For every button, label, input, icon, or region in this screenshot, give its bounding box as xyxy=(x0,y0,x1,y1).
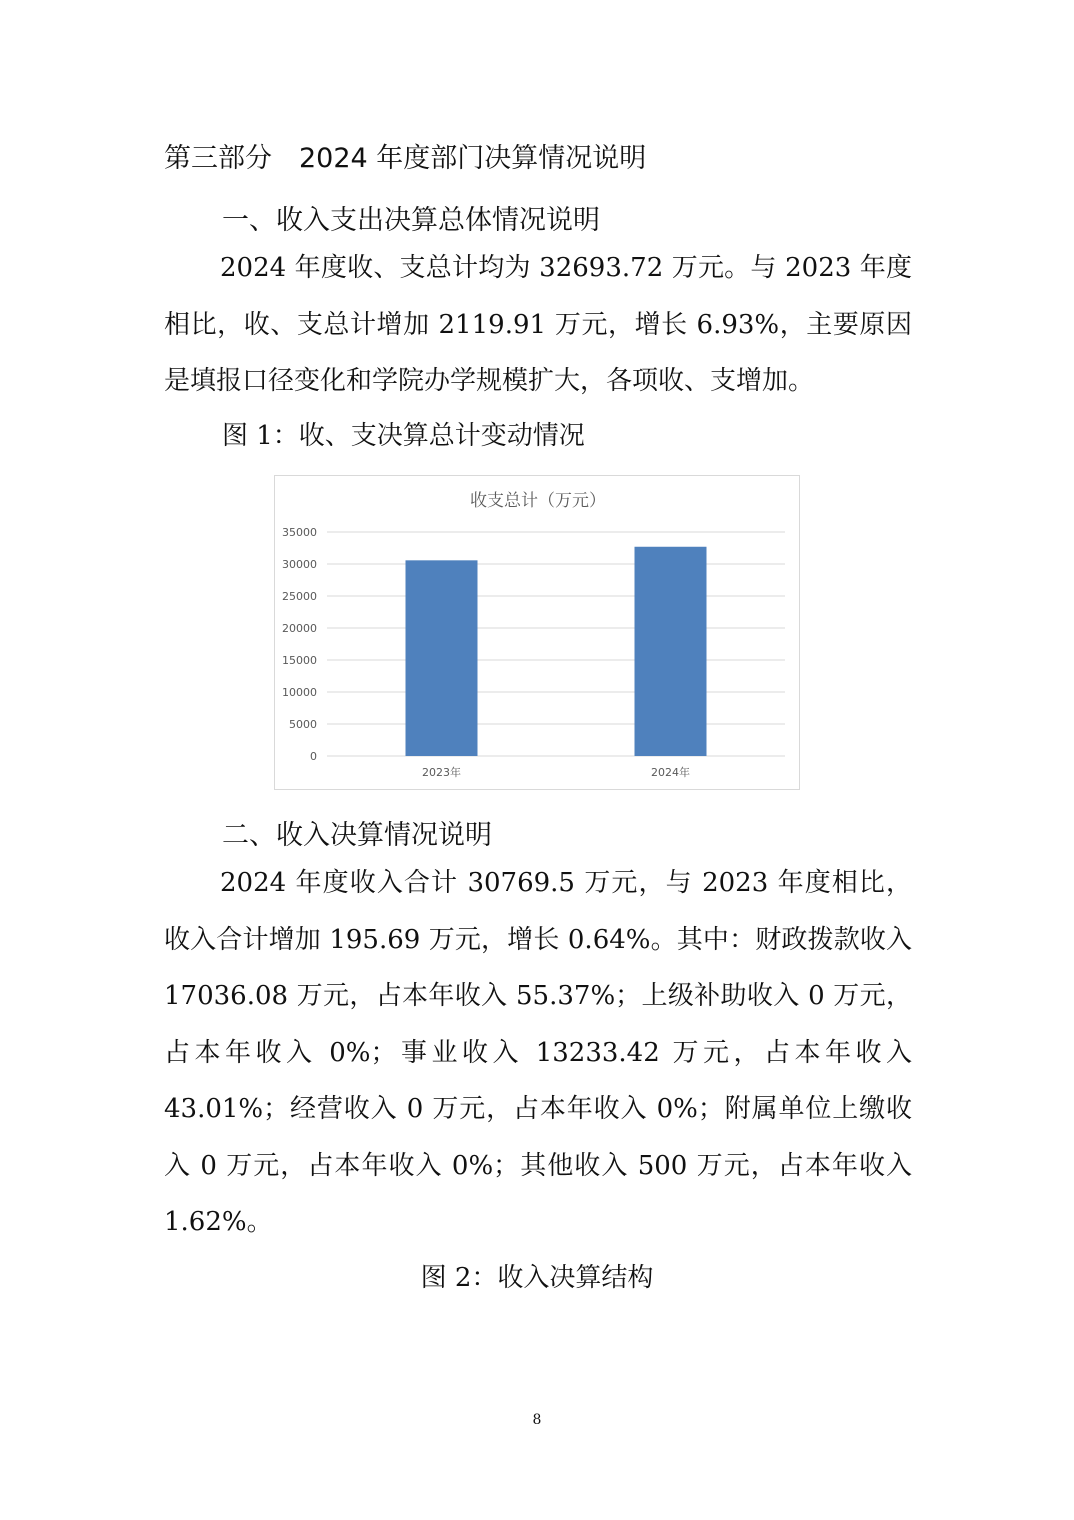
section-title: 第三部分 2024 年度部门决算情况说明 xyxy=(164,143,647,174)
bar-2023年 xyxy=(406,560,478,756)
y-tick-label: 25000 xyxy=(282,590,317,603)
chart-income-expenditure-total xyxy=(274,475,800,790)
figure-1-caption: 图 1：收、支决算总计变动情况 xyxy=(222,421,585,451)
x-tick-label: 2024年 xyxy=(651,766,690,779)
chart-x-tick-labels xyxy=(422,765,690,779)
y-tick-label: 35000 xyxy=(282,526,317,539)
chart-svg xyxy=(275,476,801,791)
figure-2-caption: 图 2：收入决算结构 xyxy=(420,1263,654,1293)
page-number: 8 xyxy=(532,1412,542,1428)
y-tick-label: 20000 xyxy=(282,622,317,635)
chart-bars xyxy=(406,547,707,756)
y-tick-label: 15000 xyxy=(282,654,317,667)
paragraph-overview: 2024 年度收、支总计均为 32693.72 万元。与 2023 年度相比，收、支总计增加 2119.91 万元，增长 6.93%，主要原因是填报口径变化和学院办学规模扩大，各项收、支增加。 xyxy=(164,253,912,396)
y-tick-label: 10000 xyxy=(282,686,317,699)
y-tick-label: 5000 xyxy=(289,718,317,731)
paragraph-income: 2024 年度收入合计 30769.5 万元，与 2023 年度相比，收入合计增加 195.69 万元，增长 0.64%。其中：财政拨款收入 17036.08 万元，占本年收入 55.37%；上级补助收入 0 万元，占本年收入 0%；事业收入 13233.42 万元，占本年收入 43.01%；经营收入 0 万元，占本年收入 0%；附属单位上缴收入 0 万元，占本年收入 0%；其他收入 500 万元，占本年收入 1.62%。 xyxy=(164,868,912,1237)
x-tick-label: 2023年 xyxy=(422,766,461,779)
chart-title: 收支总计（万元） xyxy=(470,491,606,511)
heading-income-expenditure-overview: 一、收入支出决算总体情况说明 xyxy=(222,205,600,236)
y-tick-label: 0 xyxy=(310,750,317,763)
chart-gridlines xyxy=(327,532,785,756)
y-tick-label: 30000 xyxy=(282,558,317,571)
bar-2024年 xyxy=(635,547,707,756)
chart-y-tick-labels xyxy=(282,526,317,763)
heading-income-explanation: 二、收入决算情况说明 xyxy=(222,820,492,851)
